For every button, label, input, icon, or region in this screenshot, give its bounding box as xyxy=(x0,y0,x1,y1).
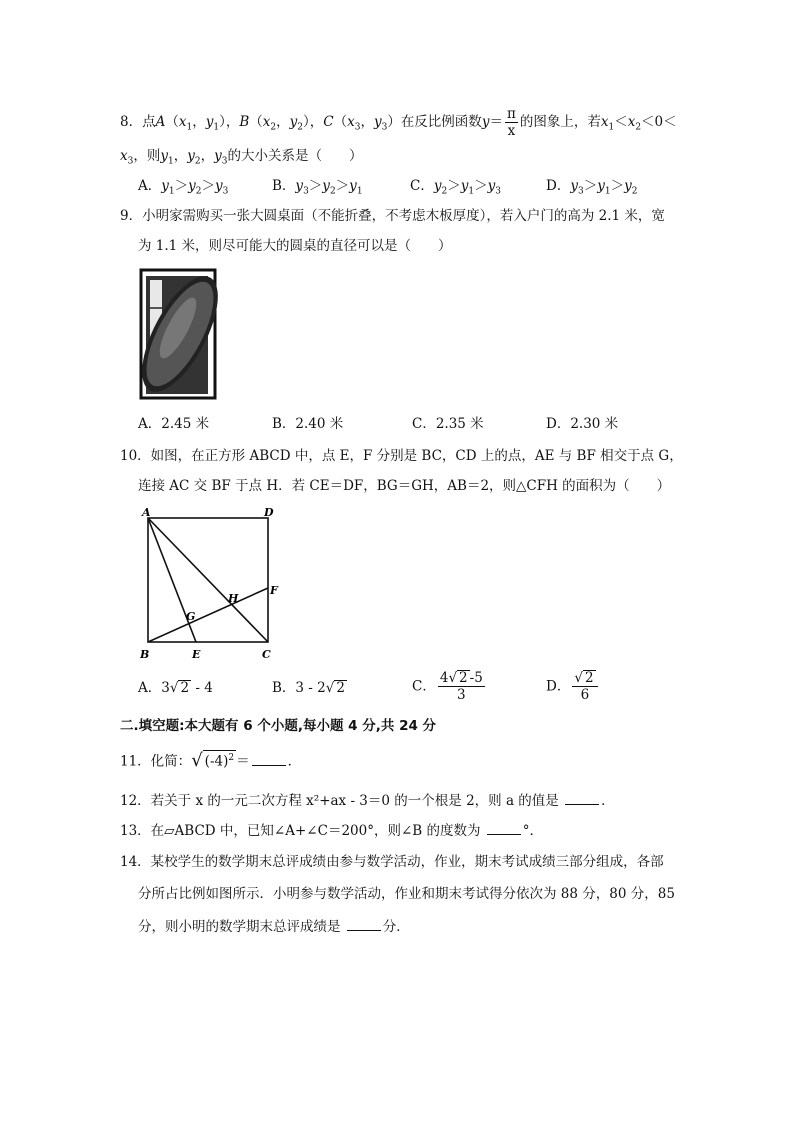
section-2-heading: 二.填空题:本大题有 6 个小题,每小题 4 分,共 24 分 xyxy=(120,718,437,734)
q14-line-1: 14．某校学生的数学期末总评成绩由参与数学活动，作业，期末考试成绩三部分组成，各部 xyxy=(120,854,664,870)
q13-line: 13．在▱ABCD 中，已知∠A+∠C＝200°，则∠B 的度数为 °． xyxy=(120,820,543,841)
label-f: F xyxy=(270,584,278,597)
q9-option-d: D．2.30 米 xyxy=(546,416,619,432)
label-h: H xyxy=(228,592,239,605)
q8-text-b: 在反比例函数 xyxy=(400,114,482,130)
q12-answer-blank xyxy=(565,790,599,805)
label-e: E xyxy=(192,648,201,661)
q9-option-b: B．2.40 米 xyxy=(272,416,344,432)
q13-answer-blank xyxy=(487,820,521,835)
square-abcd-figure xyxy=(138,504,288,664)
q8-option-c: C．$y_2>y_1>y_3$ xyxy=(410,178,501,197)
q14-line-3: 分，则小明的数学期末总评成绩是 分． xyxy=(138,916,410,937)
q8-line-2: $x_3$，则$y_1$，$y_2$，$y_3$的大小关系是（ ） xyxy=(120,148,363,167)
q8-text-a: 8．点 xyxy=(120,114,156,130)
q9-line-2: 为 1.1 米，则尽可能大的圆桌的直径可以是（ ） xyxy=(138,238,452,254)
q14-line-2: 分所占比例如图所示．小明参与数学活动，作业和期末考试得分依次为 88 分，80 分，85 xyxy=(138,886,675,902)
q8-function-fraction: $\frac{\pi}{x}$ xyxy=(506,106,516,139)
round-table-door-photo xyxy=(138,268,218,400)
q10-option-c: C． $\frac{4√ 2 -5}{3}$ xyxy=(412,670,483,703)
q8-option-b: B．$y_3>y_2>y_1$ xyxy=(272,178,363,197)
label-d: D xyxy=(264,506,274,519)
q14-answer-blank xyxy=(347,916,381,931)
q10-option-b: B．3 - 2√ 2 xyxy=(272,680,345,696)
label-a: A xyxy=(142,506,151,519)
q9-option-c: C．2.35 米 xyxy=(412,416,484,432)
label-g: G xyxy=(186,610,196,623)
q12-line: 12．若关于 x 的一元二次方程 x²+ax - 3＝0 的一个根是 2，则 a 的值是 ． xyxy=(120,790,615,811)
q10-option-a: A．3√ 2 - 4 xyxy=(138,680,213,696)
q8-line-1: 8．点$A(x_1$，$y_1$），$B(x_2$，$y_2$），$C(x_3$，$y_3$）在反比例函数y＝ $\frac{\pi}{x}$ 的图象上，若$x_1<x_2<0<$ xyxy=(120,106,677,139)
q9-line-1: 9．小明家需购买一张大圆桌面（不能折叠，不考虑木板厚度），若入户门的高为 2.1 米，宽 xyxy=(120,208,665,224)
q9-option-a: A．2.45 米 xyxy=(138,416,210,432)
q11-answer-blank xyxy=(252,751,286,766)
label-c: C xyxy=(262,648,271,661)
q8-option-d: D．$y_3>y_1>y_2$ xyxy=(546,178,638,197)
q10-line-1: 10．如图，在正方形 ABCD 中，点 E，F 分别是 BC，CD 上的点，AE 与 BF 相交于点 G， xyxy=(120,448,683,464)
q10-line-2: 连接 AC 交 BF 于点 H．若 CE＝DF，BG＝GH，AB＝2，则△CFH 的面积为（ ） xyxy=(138,478,671,494)
q11-line: 11．化简：√ $(-4)^2$ ＝ ． xyxy=(120,749,302,771)
q8-option-a: A．$y_1>y_2>y_3$ xyxy=(138,178,229,197)
label-b: B xyxy=(140,648,150,661)
q8-text-c: 的图象上，若 xyxy=(519,114,601,130)
q10-option-d: D． $\frac{√ 2}{6}$ xyxy=(546,670,600,703)
